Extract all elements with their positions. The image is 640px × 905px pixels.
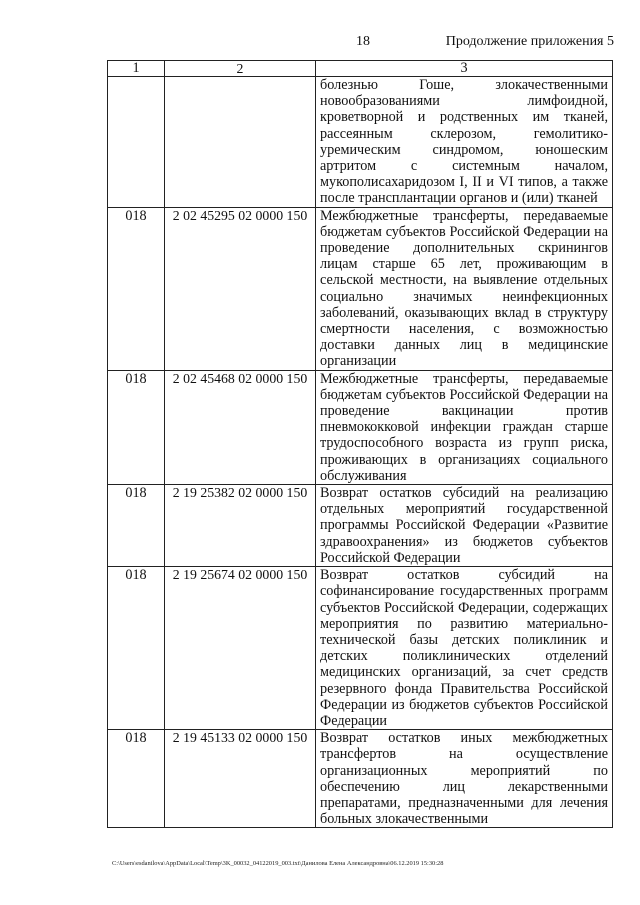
column-header-3: 3: [316, 61, 613, 77]
footer-file-path: C:\Users\esdanilova\AppData\Local\Temp\3K_00032_04122019_003.txt\Данилова Елена Александровна\06.12.2019 15:30:28: [112, 860, 444, 867]
appendix-table: [107, 60, 613, 828]
row-code-cell: 018: [108, 485, 165, 567]
column-header-2: 2: [165, 61, 316, 77]
table-header-row: [108, 61, 613, 77]
table-row: [108, 370, 613, 484]
row-description-cell: болезнью Гоше, злокачественными новообразованиями лимфоидной, кроветворной и родственных им тканей, рассеянным склерозом, гемолитико-уремическим синдромом, юношеским артритом с системным началом, мукополисахаридозом I, II и VI типов, а также после трансплантации органов и (или) тканей: [316, 77, 613, 208]
row-kbk-cell: [165, 77, 316, 208]
row-kbk-cell: 2 19 25674 02 0000 150: [165, 567, 316, 730]
row-kbk-cell: 2 19 25382 02 0000 150: [165, 485, 316, 567]
row-code-cell: 018: [108, 370, 165, 484]
row-description-cell: Межбюджетные трансферты, передаваемые бюджетам субъектов Российской Федерации на проведение вакцинации против пневмококковой инфекции граждан старше трудоспособного возраста из групп риска, проживающих в организациях социального обслуживания: [316, 370, 613, 484]
table-row: [108, 207, 613, 370]
table-row: [108, 567, 613, 730]
row-kbk-cell: 2 19 45133 02 0000 150: [165, 730, 316, 828]
row-description-cell: Возврат остатков субсидий на реализацию отдельных мероприятий государственной программы Российской Федерации «Развитие здравоохранения» из бюджетов субъектов Российской Федерации: [316, 485, 613, 567]
page-number: 18: [356, 34, 370, 49]
row-description-cell: Межбюджетные трансферты, передаваемые бюджетам субъектов Российской Федерации на проведение дополнительных скринингов лицам старше 65 лет, проживающим в сельской местности, на выявление отдельных социально значимых неинфекционных заболеваний, оказывающих вклад в структуру смертности населения, с возможностью доставки данных лиц в медицинские организации: [316, 207, 613, 370]
table-row: [108, 77, 613, 208]
row-code-cell: 018: [108, 730, 165, 828]
row-description-cell: Возврат остатков субсидий на софинансирование государственных программ субъектов Российской Федерации, содержащих мероприятия по развитию материально-технической базы детских поликлиник и детских поликлинических отделений медицинских организаций, за счет средств резервного фонда Правительства Российской Федерации из бюджетов субъектов Российской Федерации: [316, 567, 613, 730]
table-row: [108, 485, 613, 567]
row-kbk-cell: 2 02 45295 02 0000 150: [165, 207, 316, 370]
row-code-cell: 018: [108, 207, 165, 370]
row-kbk-cell: 2 02 45468 02 0000 150: [165, 370, 316, 484]
table-row: [108, 730, 613, 828]
row-code-cell: 018: [108, 567, 165, 730]
column-header-1: 1: [108, 61, 165, 77]
row-code-cell: [108, 77, 165, 208]
continuation-label: Продолжение приложения 5: [445, 34, 614, 49]
row-description-cell: Возврат остатков иных межбюджетных трансфертов на осуществление организационных мероприятий по обеспечению лиц лекарственными препаратами, предназначенными для лечения больных злокачественными: [316, 730, 613, 828]
